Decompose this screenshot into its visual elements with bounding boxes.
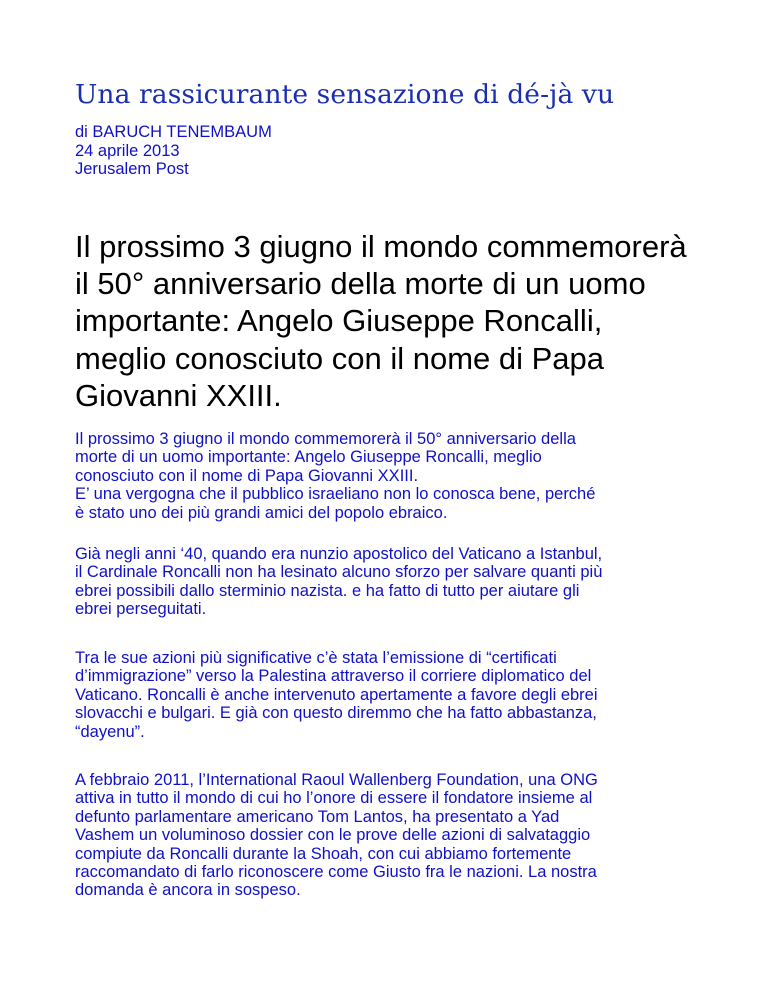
publication-date: 24 aprile 2013 [75, 141, 180, 160]
text-line: d’immigrazione” verso la Palestina attraverso il corriere diplomatico del [75, 667, 592, 686]
lead-line: Giovanni XXIII. [75, 377, 282, 413]
text-line: morte di un uomo importante: Angelo Giuseppe Roncalli, meglio [75, 448, 542, 467]
text-line: defunto parlamentare americano Tom Lantos, ha presentato a Yad [75, 807, 560, 826]
lead-heading [75, 228, 687, 414]
text-line: è stato uno dei più grandi amici del popolo ebraico. [75, 503, 448, 522]
text-line: Vaticano. Roncalli è anche intervenuto apertamente a favore degli ebrei [75, 685, 598, 704]
text-line: ebrei possibili dallo sterminio nazista. e ha fatto di tutto per aiutare gli [75, 581, 580, 600]
lead-line: meglio conosciuto con il nome di Papa [75, 340, 605, 376]
article-meta [75, 123, 272, 179]
text-line: Vashem un voluminoso dossier con le prove delle azioni di salvataggio [75, 826, 591, 845]
text-line: domanda è ancora in sospeso. [75, 881, 301, 900]
text-line: ebrei perseguitati. [75, 600, 207, 619]
article-title: Una rassicurante sensazione di dé-jà vu [75, 79, 615, 110]
text-line: compiute da Roncalli durante la Shoah, con cui abbiamo fortemente [75, 844, 572, 863]
text-line: raccomandato di farlo riconoscere come Giusto fra le nazioni. La nostra [75, 863, 597, 882]
text-line: il Cardinale Roncalli non ha lesinato alcuno sforzo per salvare quanti più [75, 563, 603, 582]
lead-line: importante: Angelo Giuseppe Roncalli, [75, 303, 603, 339]
text-line: “dayenu”. [75, 722, 145, 741]
byline: di BARUCH TENEMBAUM [75, 123, 272, 141]
text-line: E’ una vergogna che il pubblico israeliano non lo conosca bene, perché [75, 485, 596, 504]
paragraph-4 [75, 771, 598, 900]
lead-line: Il prossimo 3 giugno il mondo commemorerà [75, 229, 687, 264]
paragraph-1 [75, 430, 595, 522]
lead-line: il 50° anniversario della morte di un uomo [75, 266, 646, 302]
text-line: Il prossimo 3 giugno il mondo commemorerà il 50° anniversario della [75, 430, 576, 448]
text-line: Già negli anni ‘40, quando era nunzio apostolico del Vaticano a Istanbul, [75, 545, 603, 563]
text-line: Tra le sue azioni più significative c’è stata l’emissione di “certificati [75, 649, 557, 667]
paragraph-2 [75, 545, 602, 619]
publication-source: Jerusalem Post [75, 160, 189, 178]
paragraph-3 [75, 649, 598, 741]
text-line: attiva in tutto il mondo di cui ho l’onore di essere il fondatore insieme al [75, 789, 593, 808]
text-line: slovacchi e bulgari. E già con questo diremmo che ha fatto abbastanza, [75, 704, 597, 723]
text-line: A febbraio 2011, l’International Raoul Wallenberg Foundation, una ONG [75, 771, 598, 789]
text-line: conosciuto con il nome di Papa Giovanni XXIII. [75, 466, 419, 485]
